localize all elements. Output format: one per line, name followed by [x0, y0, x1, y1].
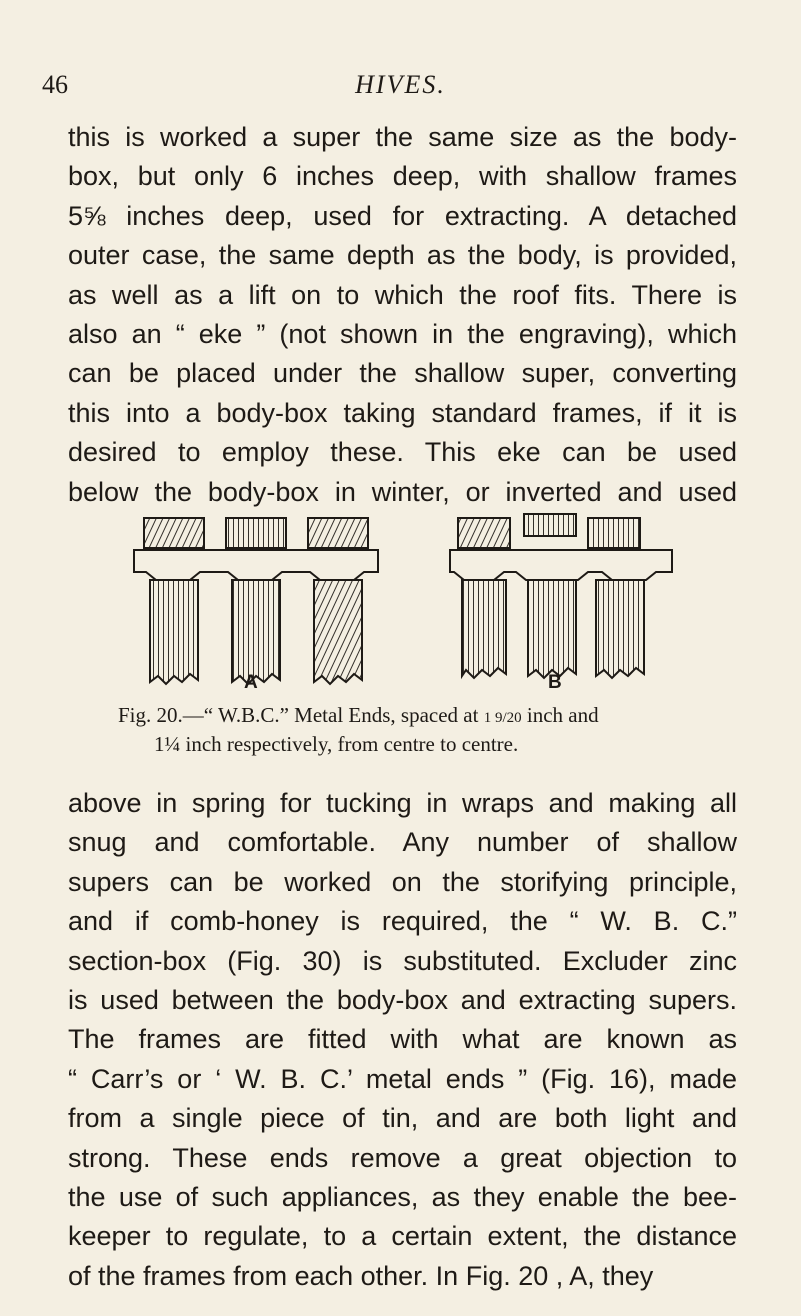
text-line: outer case, the same depth as the body, is provided,	[68, 240, 737, 271]
text-line: also an “ eke ” (not shown in the engraving), which	[68, 319, 737, 350]
text-line: 5⅝ inches deep, used for extracting. A detached	[68, 200, 737, 231]
caption-text: inch and	[521, 703, 599, 727]
text-line: section-box (Fig. 30) is substituted. Excluder zinc	[68, 945, 737, 976]
figure-caption	[118, 702, 738, 757]
text-line: below the body-box in winter, or inverted and used	[68, 476, 737, 507]
text-line: this is worked a super the same size as the body-	[68, 122, 737, 152]
caption-text: inch respectively, from centre to centre.	[180, 732, 519, 756]
paragraph-1	[68, 118, 737, 512]
paragraph-2	[68, 784, 737, 1296]
running-title: HIVES.	[355, 70, 446, 99]
text-line: “ Carr’s or ‘ W. B. C.’ metal ends ” (Fig. 16), made	[68, 1063, 737, 1094]
text-line: keeper to regulate, to a certain extent, the distance	[68, 1221, 737, 1252]
text-line: box, but only 6 inches deep, with shallow frames	[68, 161, 737, 192]
caption-fraction-2: 1¼	[154, 732, 181, 756]
caption-line-1	[118, 702, 738, 731]
text-line: snug and comfortable. Any number of shallow	[68, 827, 737, 858]
figure-label-a: A	[244, 672, 258, 693]
text-line: of the frames from each other. In Fig. 20 , A, they	[68, 1260, 654, 1291]
text-line: as well as a lift on to which the roof fits. There is	[68, 279, 737, 310]
text-line: The frames are fitted with what are known as	[68, 1024, 737, 1055]
caption-fraction-1: 1 9/20	[483, 710, 522, 726]
metal-ends-engraving	[132, 510, 677, 700]
text-line: supers can be worked on the storifying principle,	[68, 866, 737, 897]
text-line: from a single piece of tin, and are both light and	[68, 1103, 737, 1134]
group-b	[450, 514, 672, 678]
figure-label-b: B	[548, 672, 562, 693]
caption-text: Fig. 20.—“ W.B.C.” Metal Ends, spaced at	[118, 703, 484, 727]
text-line: the use of such appliances, as they enable the bee-	[68, 1182, 737, 1213]
group-a	[134, 518, 378, 684]
caption-line-2	[118, 731, 738, 757]
text-line: is used between the body-box and extracting supers.	[68, 985, 737, 1016]
text-line: desired to employ these. This eke can be used	[68, 437, 737, 468]
text-line: strong. These ends remove a great objection to	[68, 1142, 737, 1173]
metal-ends-figure	[132, 510, 677, 700]
page-number: 46	[42, 70, 68, 99]
text-line: this into a body-box taking standard frames, if it is	[68, 397, 737, 428]
text-line: can be placed under the shallow super, converting	[68, 358, 737, 389]
text-line: above in spring for tucking in wraps and making all	[68, 788, 737, 818]
text-line: and if comb-honey is required, the “ W. B. C.”	[68, 906, 737, 937]
